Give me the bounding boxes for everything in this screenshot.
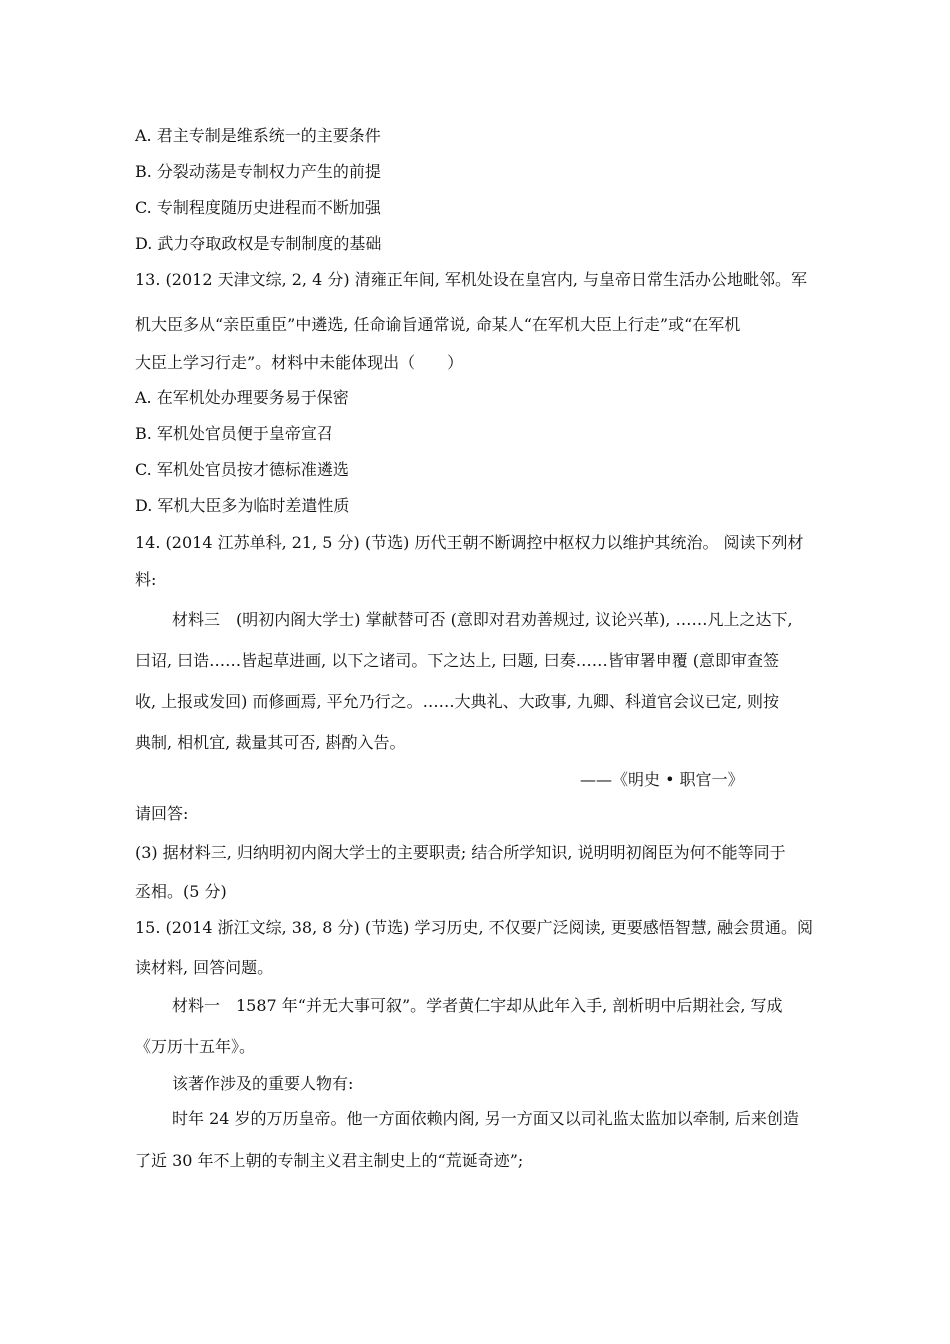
material-1-line-3: 该著作涉及的重要人物有: — [172, 1074, 354, 1093]
q14-subquestion-line-1: (3) 据材料三, 归纳明初内阁大学士的主要职责; 结合所学知识, 说明明初阁臣为何不能等同于 — [135, 843, 786, 862]
material-3-line-2: 曰诏, 曰诰……皆起草进画, 以下之诸司。下之达上, 曰题, 曰奏……皆审署申覆 (意即审查签 — [135, 651, 780, 670]
q14-stem-line-1: 14. (2014 江苏单科, 21, 5 分) (节选) 历代王朝不断调控中枢权力以维护其统治。 阅读下列材 — [135, 533, 804, 552]
q12-option-d: D. 武力夺取政权是专制制度的基础 — [135, 234, 382, 253]
q13-stem-line-1: 13. (2012 天津文综, 2, 4 分) 清雍正年间, 军机处设在皇宫内, 与皇帝日常生活办公地毗邻。军 — [135, 270, 808, 289]
material-1-line-4: 时年 24 岁的万历皇帝。他一方面依赖内阁, 另一方面又以司礼监太监加以牵制, 后来创造 — [172, 1109, 799, 1128]
q13-stem-line-3: 大臣上学习行走”。材料中未能体现出（ ） — [135, 353, 464, 372]
q14-subquestion-line-2: 丞相。(5 分) — [135, 882, 227, 901]
material-1-line-1: 材料一 1587 年“并无大事可叙”。学者黄仁宇却从此年入手, 剖析明中后期社会, 写成 — [172, 996, 783, 1015]
material-3-source: ——《明史 • 职官一》 — [580, 770, 744, 789]
q13-stem-line-2: 机大臣多从“亲臣重臣”中遴选, 任命谕旨通常说, 命某人“在军机大臣上行走”或“在军机 — [135, 315, 741, 334]
q15-stem-line-2: 读材料, 回答问题。 — [135, 958, 274, 977]
q13-option-a: A. 在军机处办理要务易于保密 — [135, 388, 349, 407]
q13-option-c: C. 军机处官员按才德标准遴选 — [135, 460, 349, 479]
material-1-line-5: 了近 30 年不上朝的专制主义君主制史上的“荒诞奇迹”; — [135, 1151, 524, 1170]
material-3-line-1: 材料三 (明初内阁大学士) 掌献替可否 (意即对君劝善规过, 议论兴革), ……凡上之达下, — [172, 610, 793, 629]
material-1-line-2: 《万历十五年》。 — [135, 1037, 256, 1056]
q13-option-b: B. 军机处官员便于皇帝宣召 — [135, 424, 333, 443]
q15-stem-line-1: 15. (2014 浙江文综, 38, 8 分) (节选) 学习历史, 不仅要广泛阅读, 更要感悟智慧, 融会贯通。阅 — [135, 918, 813, 937]
q14-prompt: 请回答: — [135, 804, 189, 823]
q13-option-d: D. 军机大臣多为临时差遣性质 — [135, 496, 350, 515]
material-3-line-4: 典制, 相机宜, 裁量其可否, 斟酌入告。 — [135, 733, 406, 752]
q12-option-a: A. 君主专制是维系统一的主要条件 — [135, 126, 381, 145]
q12-option-b: B. 分裂动荡是专制权力产生的前提 — [135, 162, 381, 181]
q14-stem-line-2: 料: — [135, 570, 157, 589]
q12-option-c: C. 专制程度随历史进程而不断加强 — [135, 198, 381, 217]
material-3-line-3: 收, 上报或发回) 而修画焉, 平允乃行之。……大典礼、大政事, 九卿、科道官会议已定, 则按 — [135, 692, 780, 711]
